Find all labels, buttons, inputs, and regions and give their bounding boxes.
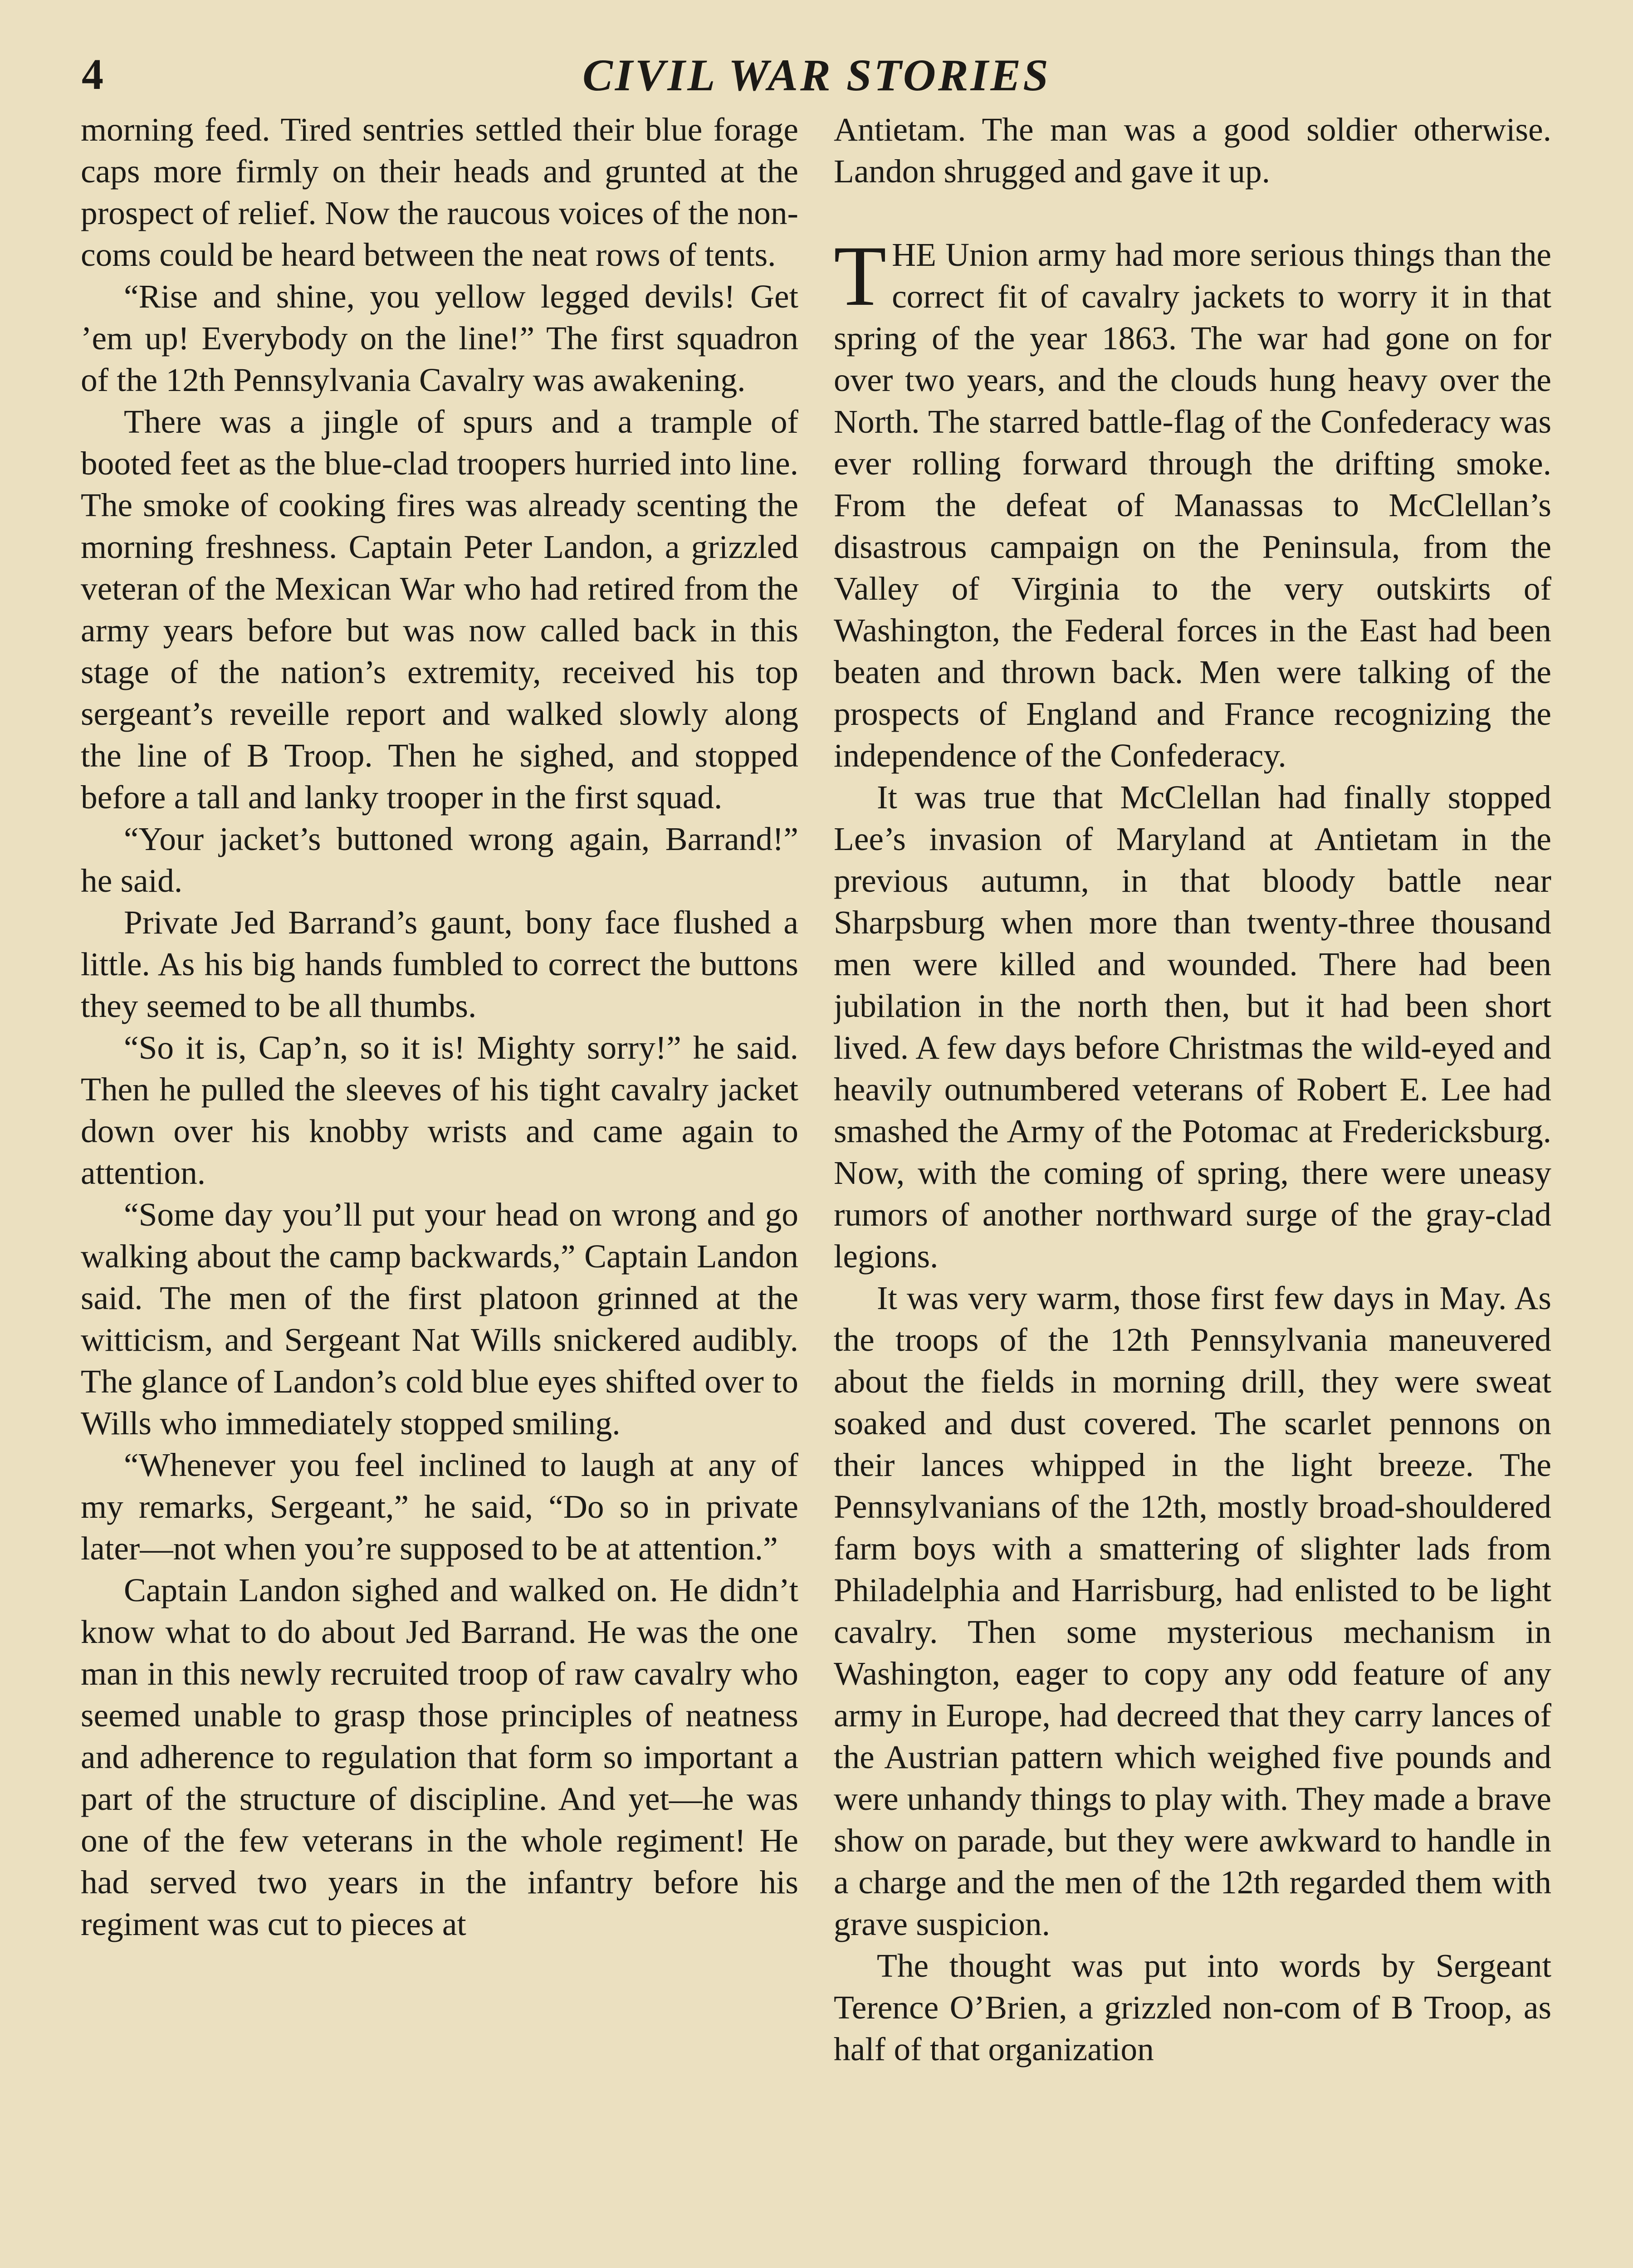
paragraph: It was true that McClellan had finally stopped Lee’s invasion of Maryland at Antietam in the previous autumn, in that bloody battle near Sharpsburg when more than twenty-three thousand men were killed and wounded. There had been jubilation in the north then, but it had been short lived. A few days before Christmas the wild-eyed and heavily outnumbered veterans of Robert E. Lee had smashed the Army of the Potomac at Fredericksburg. Now, with the coming of spring, there were uneasy rumors of another northward surge of the gray-clad legions. — [834, 779, 1551, 1275]
paragraph: “Your jacket’s buttoned wrong again, Barrand!” he said. — [81, 821, 798, 899]
paragraph: The thought was put into words by Sergeant Terence O’Brien, a grizzled non-com of B Troop, as half of that organization — [834, 1947, 1551, 2068]
paragraph: “So it is, Cap’n, so it is! Mighty sorry!” he said. Then he pulled the sleeves of his tight cavalry jacket down over his knobby wrists and came again to attention. — [81, 1029, 798, 1191]
paragraph: Antietam. The man was a good soldier otherwise. Landon shrugged and gave it up. — [834, 111, 1551, 190]
section-opening-text: HE Union army had more serious things than the correct fit of cavalry jackets to worry it in that spring of the year 1863. The war had gone on for over two years, and the clouds hung heavy over the North. The starred battle-flag of the Confederacy was ever rolling forward through the drifting smoke. From the defeat of Manassas to McClellan’s disastrous campaign on the Peninsula, from the Valley of Virginia to the very outskirts of Washington, the Federal forces in the East had been beaten and thrown back. Men were talking of the prospects of England and France recognizing the independence of the Confederacy. — [834, 236, 1551, 774]
paragraph: morning feed. Tired sentries settled their blue forage caps more firmly on their heads and grunted at the prospect of relief. Now the raucous voices of the non-coms could be heard between the neat rows of tents. — [81, 111, 798, 273]
left-column — [81, 109, 798, 2268]
paragraph: Captain Landon sighed and walked on. He didn’t know what to do about Jed Barrand. He was the one man in this newly recruited troop of raw cavalry who seemed unable to grasp those principles of neatness and adherence to regulation that form so important a part of the structure of discipline. And yet—he was one of the few veterans in the whole regiment! He had served two years in the infantry before his regiment was cut to pieces at — [81, 1572, 798, 1942]
paragraph: There was a jingle of spurs and a trample of booted feet as the blue-clad troopers hurried into line. The smoke of cooking fires was already scenting the morning freshness. Captain Peter Landon, a grizzled veteran of the Mexican War who had retired from the army years before but was now called back in this stage of the nation’s extremity, received his top sergeant’s reveille report and walked slowly along the line of B Troop. Then he sighed, and stopped before a tall and lanky trooper in the first squad. — [81, 403, 798, 816]
right-column — [834, 109, 1551, 2268]
text-columns — [81, 109, 1551, 2268]
running-title: CIVIL WAR STORIES — [582, 50, 1051, 100]
paragraph: “Rise and shine, you yellow legged devils! Get ’em up! Everybody on the line!” The first squadron of the 12th Pennsylvania Cavalry was awakening. — [81, 278, 798, 398]
page-header — [82, 41, 1551, 113]
paragraph: Private Jed Barrand’s gaunt, bony face flushed a little. As his big hands fumbled to correct the buttons they seemed to be all thumbs. — [81, 904, 798, 1024]
drop-cap: T — [834, 229, 887, 324]
paragraph: It was very warm, those first few days in May. As the troops of the 12th Pennsylvania maneuvered about the fields in morning drill, they were sweat soaked and dust covered. The scarlet pennons on their lances whipped in the light breeze. The Pennsylvanians of the 12th, mostly broad-shouldered farm boys with a smattering of slighter lads from Philadelphia and Harrisburg, had enlisted to be light cavalry. Then some mysterious mechanism in Washington, eager to copy any odd feature of any army in Europe, had decreed that they carry lances of the Austrian pattern which weighed five pounds and were unhandy things to play with. They made a brave show on parade, but they were awkward to handle in a charge and the men of the 12th regarded them with grave suspicion. — [834, 1280, 1551, 1942]
section-opening-paragraph — [834, 229, 1551, 777]
paragraph: “Some day you’ll put your head on wrong and go walking about the camp backwards,” Captain Landon said. The men of the first platoon grinned at the witticism, and Sergeant Nat Wills snickered audibly. The glance of Landon’s cold blue eyes shifted over to Wills who immediately stopped smiling. — [81, 1196, 798, 1442]
paragraph: “Whenever you feel inclined to laugh at any of my remarks, Sergeant,” he said, “Do so in private later—not when you’re supposed to be at attention.” — [81, 1447, 798, 1567]
page-number: 4 — [82, 50, 103, 98]
